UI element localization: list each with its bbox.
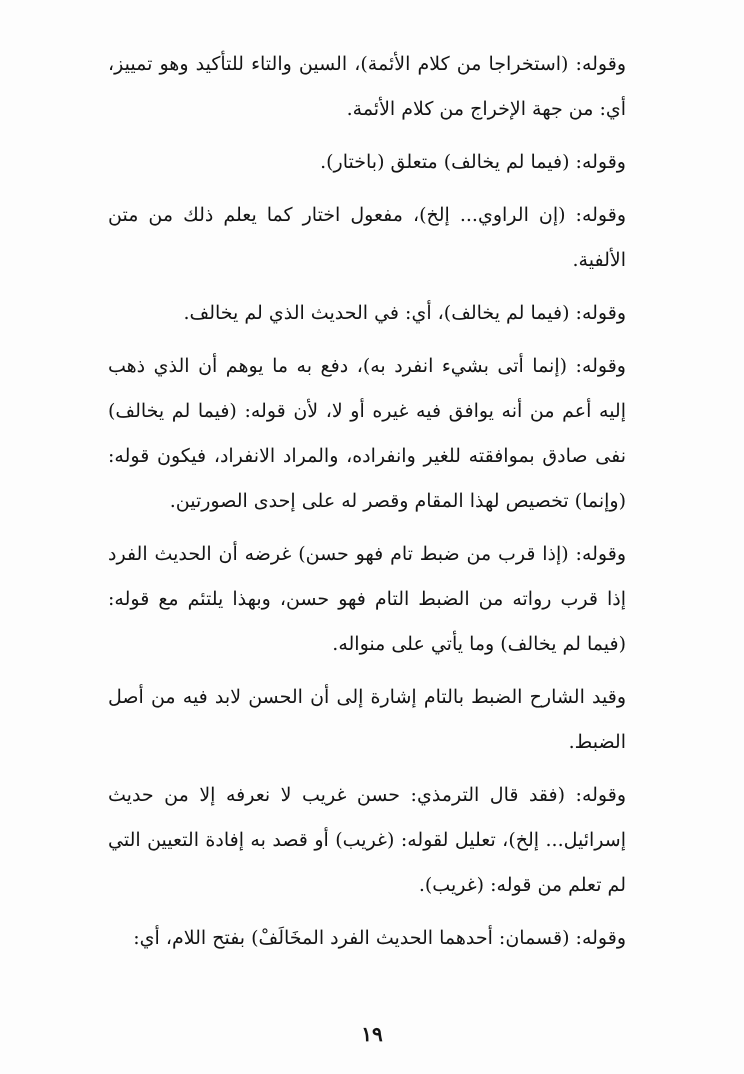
paragraph-5: وقوله: (إنما أتى بشيء انفرد به)، دفع به ما يوهم أن الذي ذهب إليه أعم من أنه يوافق فيه غيره أو لا، لأن قوله: (فيما لم يخالف) نفى صادق بموافقته للغير وانفراده، والمراد الانفراد، فيكون قوله: (وإنما) تخصيص لهذا المقام وقصر له على إحدى الصورتين. [108,355,626,512]
paragraph-8: وقوله: (فقد قال الترمذي: حسن غريب لا نعرفه إلا من حديث إسرائيل... إلخ)، تعليل لقوله: (غريب) أو قصد به إفادة التعيين التي لم تعلم من قوله: (غريب). [108,784,626,896]
commentary-text [108,42,626,969]
paragraph-1: وقوله: (استخراجا من كلام الأئمة)، السين والتاء للتأكيد وهو تمييز، أي: من جهة الإخراج من كلام الأئمة. [108,53,626,120]
paragraph-6: وقوله: (إذا قرب من ضبط تام فهو حسن) غرضه أن الحديث الفرد إذا قرب رواته من الضبط التام فهو حسن، وبهذا يلتئم مع قوله: (فيما لم يخالف) وما يأتي على منواله. [108,543,626,655]
paragraph-4: وقوله: (فيما لم يخالف)، أي: في الحديث الذي لم يخالف. [183,302,626,324]
page-number: ١٩ [361,1022,383,1046]
paragraph-3: وقوله: (إن الراوي... إلخ)، مفعول اختار كما يعلم ذلك من متن الألفية. [108,204,626,271]
paragraph-9: وقوله: (قسمان: أحدهما الحديث الفرد المخَالَفْ) بفتح اللام، أي: [133,927,626,949]
paragraph-2: وقوله: (فيما لم يخالف) متعلق (باختار). [320,151,626,173]
paragraph-7: وقيد الشارح الضبط بالتام إشارة إلى أن الحسن لابد فيه من أصل الضبط. [108,686,626,753]
